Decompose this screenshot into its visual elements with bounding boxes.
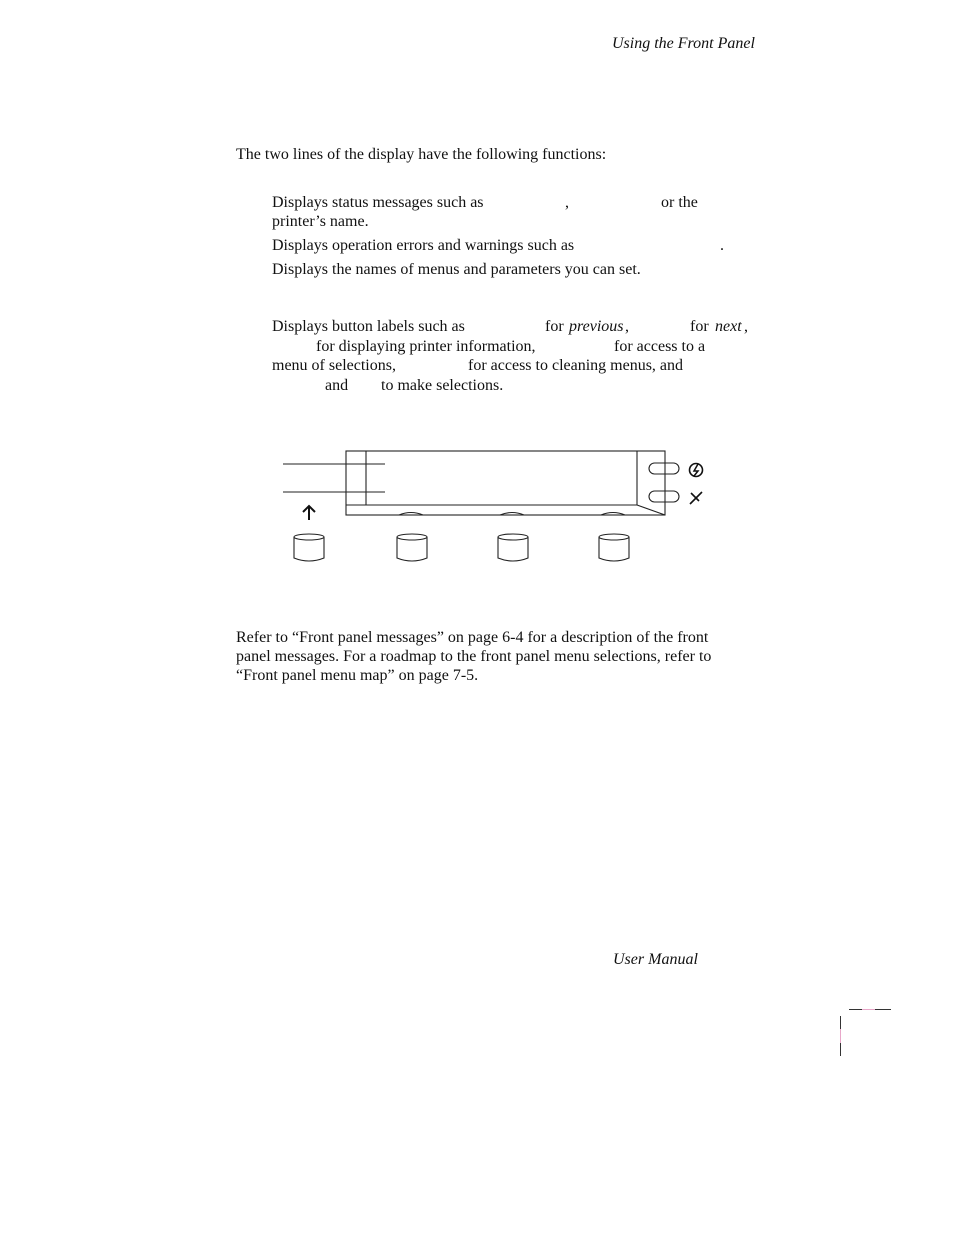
crop-mark-vertical — [840, 1016, 841, 1056]
power-icon — [690, 464, 703, 477]
labels-text-1g: , — [744, 318, 748, 335]
item-1-text-b: , — [565, 194, 569, 211]
item-3-text: Displays the names of menus and parameters you can set. — [272, 261, 641, 278]
item-1-text-c: or the — [661, 194, 698, 211]
item-1-text-line2: printer’s name. — [272, 213, 369, 230]
labels-text-1e: for — [690, 318, 709, 335]
refer-line-1: Refer to “Front panel messages” on page 6-4 for a description of the front — [236, 629, 709, 646]
labels-text-2b: for access to a — [614, 338, 706, 355]
crop-mark-horizontal — [849, 1009, 891, 1010]
refer-line-2: panel messages. For a roadmap to the front panel menu selections, refer to — [236, 648, 712, 665]
refer-line-3: “Front panel menu map” on page 7-5. — [236, 667, 479, 684]
panel-button-1[interactable] — [294, 534, 324, 561]
cancel-icon — [690, 492, 702, 504]
labels-text-1d: , — [625, 318, 629, 335]
running-header: Using the Front Panel — [612, 35, 755, 52]
labels-text-2a: for displaying printer information, — [316, 338, 536, 355]
labels-text-previous: previous — [569, 318, 624, 335]
cancel-button[interactable] — [649, 491, 679, 502]
running-footer: User Manual — [613, 951, 698, 968]
labels-text-1b: for — [545, 318, 564, 335]
intro-paragraph: The two lines of the display have the following functions: — [236, 146, 607, 163]
panel-button-4[interactable] — [599, 534, 629, 561]
labels-text-1a: Displays button labels such as — [272, 318, 465, 335]
panel-button-2[interactable] — [397, 534, 427, 561]
item-2-text-b: . — [720, 237, 724, 254]
front-panel-diagram — [276, 443, 716, 573]
online-button[interactable] — [649, 463, 679, 474]
labels-text-next: next — [715, 318, 742, 335]
labels-text-3b: for access to cleaning menus, and — [468, 357, 684, 374]
item-2-text-a: Displays operation errors and warnings such as — [272, 237, 575, 254]
labels-text-4a: and — [325, 377, 349, 394]
display-bevel — [637, 505, 665, 515]
panel-button-3[interactable] — [498, 534, 528, 561]
labels-text-4b: to make selections. — [381, 377, 504, 394]
labels-text-3a: menu of selections, — [272, 357, 396, 374]
item-1-text-a: Displays status messages such as — [272, 194, 484, 211]
arrow-up-icon — [303, 506, 315, 520]
